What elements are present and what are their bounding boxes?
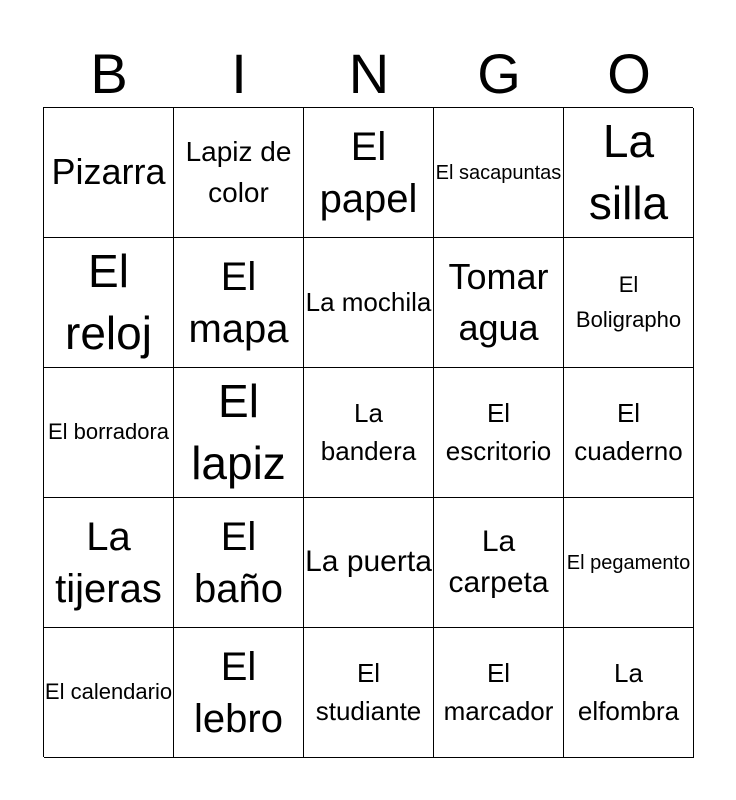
- header-letter-g: G: [477, 42, 521, 105]
- header-letter-b: B: [90, 42, 128, 105]
- header-letter-n: N: [348, 42, 390, 105]
- header-letter-i: I: [231, 42, 247, 105]
- bingo-cell[interactable]: El studiante: [304, 628, 434, 758]
- bingo-cell[interactable]: El escritorio: [434, 368, 564, 498]
- bingo-cell[interactable]: El calendario: [44, 628, 174, 758]
- bingo-cell[interactable]: El baño: [174, 498, 304, 628]
- bingo-header: [44, 40, 694, 108]
- bingo-cell[interactable]: El reloj: [44, 238, 174, 368]
- bingo-cell[interactable]: La carpeta: [434, 498, 564, 628]
- bingo-cell[interactable]: El Boligrapho: [564, 238, 694, 368]
- bingo-cell[interactable]: El lapiz: [174, 368, 304, 498]
- bingo-cell[interactable]: El mapa: [174, 238, 304, 368]
- bingo-cell[interactable]: El lebro: [174, 628, 304, 758]
- bingo-cell[interactable]: La silla: [564, 108, 694, 238]
- bingo-cell[interactable]: El marcador: [434, 628, 564, 758]
- bingo-cell[interactable]: El cuaderno: [564, 368, 694, 498]
- header-letter-o: O: [607, 42, 651, 105]
- bingo-cell[interactable]: El papel: [304, 108, 434, 238]
- bingo-cell[interactable]: Pizarra: [44, 108, 174, 238]
- bingo-cell[interactable]: La puerta: [304, 498, 434, 628]
- bingo-cell[interactable]: Lapiz de color: [174, 108, 304, 238]
- bingo-cell[interactable]: El borradora: [44, 368, 174, 498]
- bingo-cell[interactable]: La elfombra: [564, 628, 694, 758]
- bingo-cell[interactable]: La bandera: [304, 368, 434, 498]
- bingo-cell[interactable]: La tijeras: [44, 498, 174, 628]
- bingo-cell[interactable]: Tomar agua: [434, 238, 564, 368]
- bingo-cell[interactable]: El sacapuntas: [434, 108, 564, 238]
- bingo-card: [43, 107, 693, 757]
- bingo-cell[interactable]: La mochila: [304, 238, 434, 368]
- bingo-cell[interactable]: El pegamento: [564, 498, 694, 628]
